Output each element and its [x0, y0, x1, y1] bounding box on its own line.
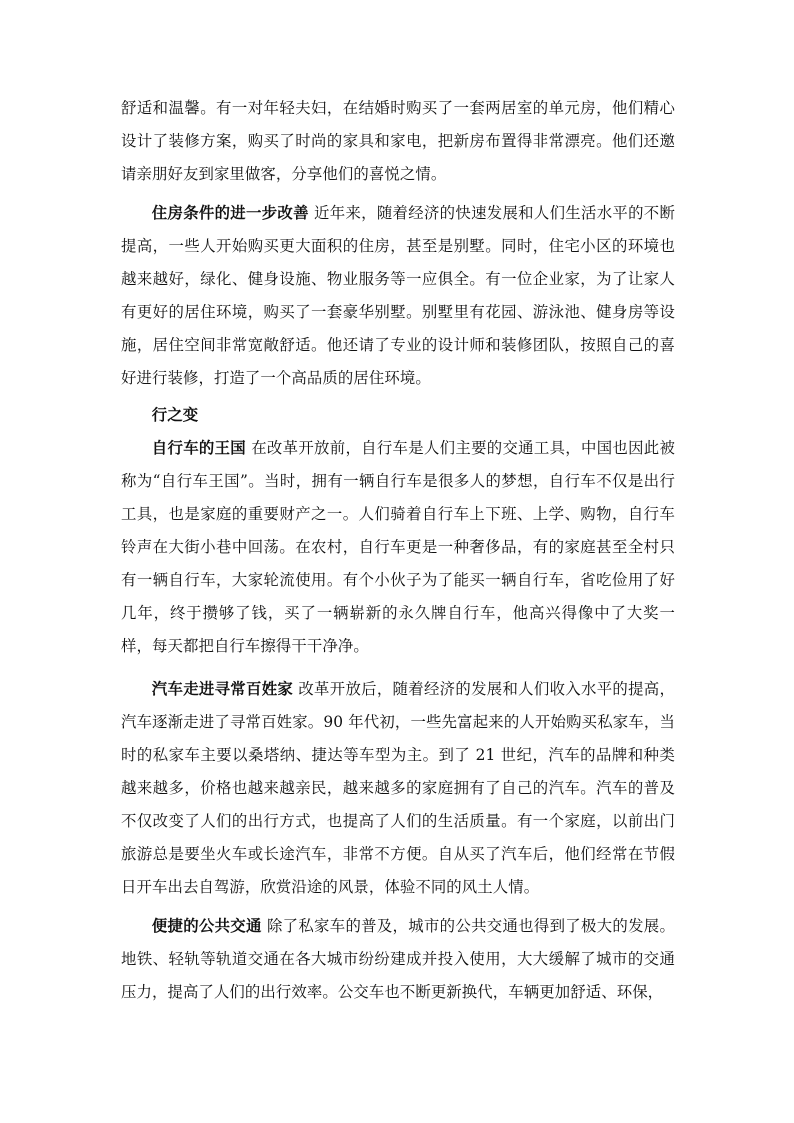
document-body [121, 92, 675, 1009]
paragraph-lead: 住房条件的进一步改善 [151, 204, 309, 222]
paragraph-text: 改革开放后，随着经济的发展和人们收入水平的提高，汽车逐渐走进了寻常百姓家。90 年代初，一些先富起来的人开始购买私家车，当时的私家车主要以桑塔纳、捷达等车型为主。到了 21 世纪，汽车的品牌和种类越来越多，价格也越来越亲民，越来越多的家庭拥有了自己的汽车。汽车的普及不仅改变了人们的出行方式，也提高了人们的生活质量。有一个家庭，以前出门旅游总是要坐火车或长途汽车，非常不方便。自从买了汽车后，他们经常在节假日开车出去自驾游，欣赏沿途的风景，体验不同的风土人情。 [121, 680, 675, 896]
paragraph-lead: 便捷的公共交通 [151, 917, 262, 935]
section-heading-transport: 行之变 [151, 406, 199, 424]
paragraph-bicycle-kingdom [121, 432, 675, 663]
paragraph-text: 除了私家车的普及，城市的公共交通也得到了极大的发展。地铁、轻轨等轨道交通在各大城市纷纷建成并投入使用，大大缓解了城市的交通压力，提高了人们的出行效率。公交车也不断更新换代，车辆更加舒适、环保， [121, 917, 675, 1001]
paragraph-text: 近年来，随着经济的快速发展和人们生活水平的不断提高，一些人开始购买更大面积的住房，甚至是别墅。同时，住宅小区的环境也越来越好，绿化、健身设施、物业服务等一应俱全。有一位企业家，为了让家人有更好的居住环境，购买了一套豪华别墅。别墅里有花园、游泳池、健身房等设施，居住空间非常宽敞舒适。他还请了专业的设计师和装修团队，按照自己的喜好进行装修，打造了一个高品质的居住环境。 [121, 204, 675, 387]
paragraph-text: 在改革开放前，自行车是人们主要的交通工具，中国也因此被称为“自行车王国”。当时，拥有一辆自行车是很多人的梦想，自行车不仅是出行工具，也是家庭的重要财产之一。人们骑着自行车上下班、上学、购物，自行车铃声在大街小巷中回荡。在农村，自行车更是一种奢侈品，有的家庭甚至全村只有一辆自行车，大家轮流使用。有个小伙子为了能买一辆自行车，省吃俭用了好几年，终于攒够了钱，买了一辆崭新的永久牌自行车，他高兴得像中了大奖一样，每天都把自行车擦得干干净净。 [121, 439, 675, 655]
paragraph-housing-improvement [121, 197, 675, 395]
paragraph-lead: 汽车走进寻常百姓家 [151, 680, 294, 698]
paragraph-public-transport [121, 910, 675, 1009]
paragraph-lead: 自行车的王国 [151, 439, 247, 457]
paragraph-text: 舒适和温馨。有一对年轻夫妇，在结婚时购买了一套两居室的单元房，他们精心设计了装修方案，购买了时尚的家具和家电，把新房布置得非常漂亮。他们还邀请亲朋好友到家里做客，分享他们的喜悦之情。 [121, 99, 675, 183]
paragraph-cars-for-families [121, 673, 675, 904]
paragraph-housing-couple [121, 92, 675, 191]
